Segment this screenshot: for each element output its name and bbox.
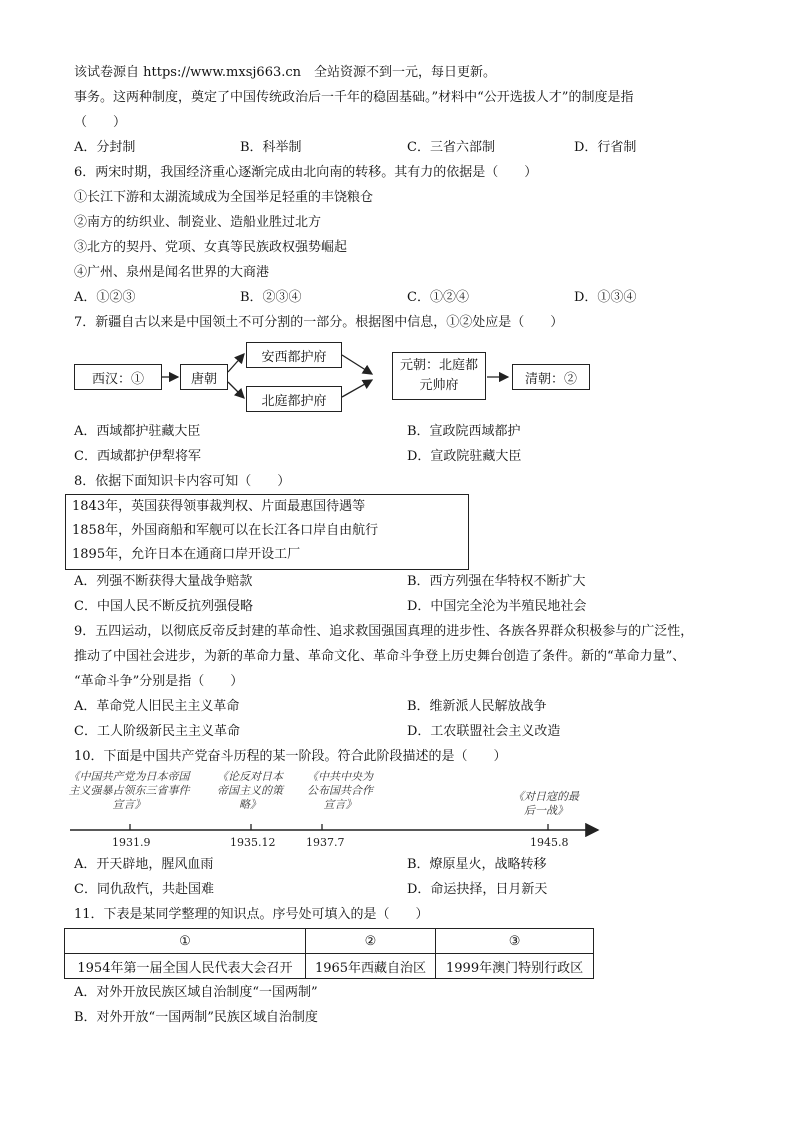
q6-stem: 6．两宋时期，我国经济重心逐渐完成由北向南的转移。其有力的依据是（ ） — [74, 165, 538, 180]
q8-card-line-1: 1843年，英国获得领事裁判权、片面最惠国待遇等 — [72, 499, 366, 514]
q11-option-a: A．对外开放民族区域自治制度“一国两制” — [74, 985, 318, 1000]
q9-stem-line-1: 9．五四运动，以彻底反帝反封建的革命性、追求救国强国真理的进步性、各族各界群众积极参与的广泛性， — [74, 624, 694, 639]
q8-option-d: D．中国完全沦为半殖民地社会 — [407, 599, 587, 614]
timeline-label-1931: 《中国共产党为日本帝国主义强暴占领东三省事件宣言》 — [68, 770, 190, 811]
q7-option-c: C．西域都护伊犁将军 — [74, 449, 201, 464]
q10-option-c: C．同仇敌忾，共赴国难 — [74, 882, 214, 897]
q7-box-yuan: 元朝：北庭都元帅府 — [392, 352, 486, 400]
q5-option-d: D．行省制 — [574, 140, 637, 155]
q10-stem: 10．下面是中国共产党奋斗历程的某一阶段。符合此阶段描述的是（ ） — [74, 749, 507, 764]
table-cell-1: 1954年第一届全国人民代表大会召开 — [65, 954, 306, 979]
timeline-label-1935: 《论反对日本帝国主义的策略》 — [217, 770, 283, 811]
timeline-date-1937: 1937.7 — [306, 836, 345, 849]
q7-stem: 7．新疆自古以来是中国领土不可分割的一部分。根据图中信息，①②处应是（ ） — [74, 315, 564, 330]
timeline-date-1945: 1945.8 — [530, 836, 569, 849]
q8-card-line-2: 1858年，外国商船和军舰可以在长江各口岸自由航行 — [72, 523, 379, 538]
q7-option-b: B．宣政院西域都护 — [407, 424, 521, 439]
table-cell-2: 1965年西藏自治区 — [305, 954, 435, 979]
q6-item-1: ①长江下游和太湖流域成为全国举足轻重的丰饶粮仓 — [74, 190, 374, 205]
q10-option-d: D．命运抉择，日月新天 — [407, 882, 548, 897]
timeline-date-1931: 1931.9 — [112, 836, 151, 849]
q9-option-c: C．工人阶级新民主主义革命 — [74, 724, 240, 739]
q8-knowledge-card — [65, 494, 469, 570]
q5-stem-continuation: 事务。这两种制度，奠定了中国传统政治后一千年的稳固基础。”材料中“公开选拔人才”的制度是指 — [74, 90, 634, 105]
q6-item-3: ③北方的契丹、党项、女真等民族政权强势崛起 — [74, 240, 348, 255]
table-header-cell-3: ③ — [436, 929, 594, 954]
q11-knowledge-table — [64, 928, 594, 979]
q6-option-a: A．①②③ — [74, 290, 136, 305]
q8-option-a: A．列强不断获得大量战争赔款 — [74, 574, 253, 589]
q9-stem-line-2: 推动了中国社会进步，为新的革命力量、革命文化、革命斗争登上历史舞台创造了条件。新的“革命力量”、 — [74, 649, 686, 664]
q6-option-d: D．①③④ — [574, 290, 637, 305]
table-cell-3: 1999年澳门特别行政区 — [436, 954, 594, 979]
q7-option-a: A．西域都护驻藏大臣 — [74, 424, 201, 439]
q11-option-b: B．对外开放“一国两制”民族区域自治制度 — [74, 1010, 318, 1025]
q10-timeline — [66, 770, 606, 850]
q7-option-d: D．宣政院驻藏大臣 — [407, 449, 522, 464]
q9-option-b: B．维新派人民解放战争 — [407, 699, 547, 714]
q7-box-xihan: 西汉：① — [74, 364, 162, 390]
q8-option-c: C．中国人民不断反抗列强侵略 — [74, 599, 253, 614]
q11-stem: 11．下表是某同学整理的知识点。序号处可填入的是（ ） — [74, 907, 429, 922]
q7-box-anxi: 安西都护府 — [246, 342, 342, 368]
table-row — [65, 954, 594, 979]
q9-option-d: D．工农联盟社会主义改造 — [407, 724, 561, 739]
q7-box-tang: 唐朝 — [180, 364, 228, 390]
q6-item-4: ④广州、泉州是闻名世界的大商港 — [74, 265, 270, 280]
q5-option-c: C．三省六部制 — [407, 140, 495, 155]
table-header-row — [65, 929, 594, 954]
timeline-label-1945: 《对日寇的最后一战》 — [513, 790, 579, 817]
q7-diagram — [72, 338, 592, 414]
q6-option-b: B．②③④ — [240, 290, 302, 305]
q9-stem-line-3: “革命斗争”分别是指（ ） — [74, 674, 244, 689]
q5-option-b: B．科举制 — [240, 140, 302, 155]
q8-card-line-3: 1895年，允许日本在通商口岸开设工厂 — [72, 547, 301, 562]
q8-option-b: B．西方列强在华特权不断扩大 — [407, 574, 586, 589]
table-header-cell-1: ① — [65, 929, 306, 954]
q7-box-qing: 清朝：② — [512, 364, 590, 390]
q5-answer-paren: （ ） — [74, 115, 127, 130]
q9-option-a: A．革命党人旧民主主义革命 — [74, 699, 240, 714]
q8-stem: 8．依据下面知识卡内容可知（ ） — [74, 474, 291, 489]
q6-item-2: ②南方的纺织业、制瓷业、造船业胜过北方 — [74, 215, 322, 230]
q6-option-c: C．①②④ — [407, 290, 469, 305]
q7-box-beiting: 北庭都护府 — [246, 386, 342, 412]
q10-option-a: A．开天辟地，腥风血雨 — [74, 857, 214, 872]
q10-option-b: B．燎原星火，战略转移 — [407, 857, 547, 872]
table-header-cell-2: ② — [305, 929, 435, 954]
q5-option-a: A．分封制 — [74, 140, 136, 155]
timeline-label-1937: 《中共中央为公布国共合作宣言》 — [307, 770, 373, 811]
timeline-date-1935: 1935.12 — [230, 836, 276, 849]
page-header: 该试卷源自 https://www.mxsj663.cn 全站资源不到一元，每日更新。 — [74, 65, 497, 80]
